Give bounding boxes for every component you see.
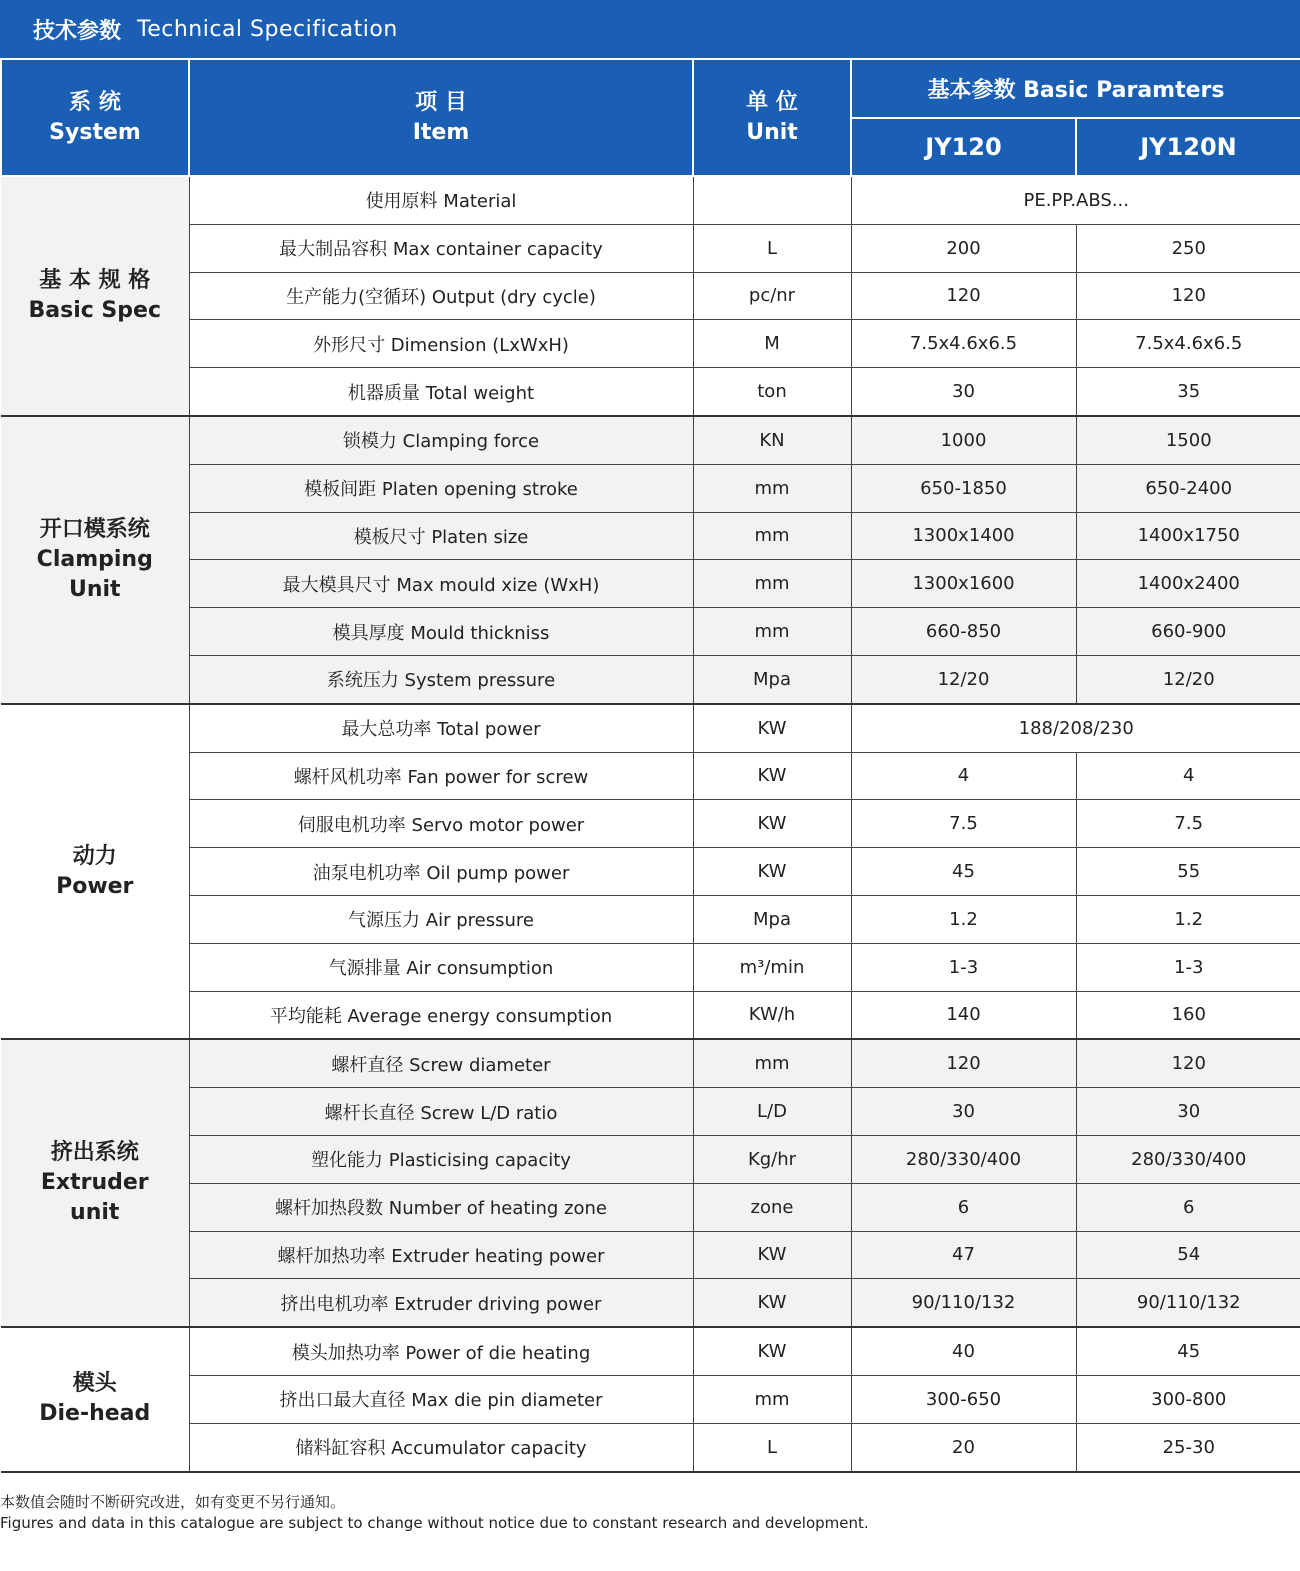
unit-cell: KN	[693, 416, 851, 464]
item-cell: 伺服电机功率 Servo motor power	[189, 800, 693, 848]
unit-cell: Mpa	[693, 655, 851, 703]
group-label: 模头 Die-head	[1, 1327, 189, 1471]
value-cell-jy120n: 4	[1076, 752, 1300, 800]
item-cell: 最大总功率 Total power	[189, 704, 693, 752]
value-cell-jy120n: 300-800	[1076, 1375, 1300, 1423]
spec-body	[1, 176, 1300, 1472]
item-cell: 塑化能力 Plasticising capacity	[189, 1135, 693, 1183]
table-row	[1, 1279, 1300, 1327]
value-cell-jy120: 280/330/400	[851, 1135, 1076, 1183]
unit-cell: pc/nr	[693, 272, 851, 320]
group-label: 基 本 规 格 Basic Spec	[1, 176, 189, 416]
item-cell: 模板尺寸 Platen size	[189, 512, 693, 560]
item-cell: 外形尺寸 Dimension (LxWxH)	[189, 320, 693, 368]
table-row	[1, 991, 1300, 1039]
unit-cell: mm	[693, 512, 851, 560]
unit-cell: KW	[693, 800, 851, 848]
value-cell-jy120n: 35	[1076, 368, 1300, 416]
value-cell-jy120: 1300x1400	[851, 512, 1076, 560]
value-cell-jy120n: 54	[1076, 1231, 1300, 1279]
unit-cell: KW/h	[693, 991, 851, 1039]
item-cell: 挤出口最大直径 Max die pin diameter	[189, 1375, 693, 1423]
value-cell-jy120: 45	[851, 848, 1076, 896]
value-cell-jy120: 90/110/132	[851, 1279, 1076, 1327]
table-row	[1, 464, 1300, 512]
unit-cell: mm	[693, 560, 851, 608]
unit-cell: m³/min	[693, 943, 851, 991]
header-unit: 单 位 Unit	[693, 60, 851, 176]
footer-note-en: Figures and data in this catalogue are subject to change without notice due to constant research and development.	[0, 1514, 869, 1532]
value-cell-jy120: 4	[851, 752, 1076, 800]
item-cell: 油泵电机功率 Oil pump power	[189, 848, 693, 896]
table-row	[1, 1135, 1300, 1183]
value-cell-jy120: 6	[851, 1183, 1076, 1231]
unit-cell: KW	[693, 1279, 851, 1327]
table-row	[1, 895, 1300, 943]
table-row	[1, 1423, 1300, 1471]
item-cell: 模具厚度 Mould thickniss	[189, 608, 693, 656]
value-cell-merged: 188/208/230	[851, 704, 1300, 752]
unit-cell: zone	[693, 1183, 851, 1231]
item-cell: 螺杆直径 Screw diameter	[189, 1039, 693, 1087]
item-cell: 储料缸容积 Accumulator capacity	[189, 1423, 693, 1471]
item-cell: 模板间距 Platen opening stroke	[189, 464, 693, 512]
value-cell-jy120: 140	[851, 991, 1076, 1039]
value-cell-jy120n: 120	[1076, 272, 1300, 320]
item-cell: 最大制品容积 Max container capacity	[189, 224, 693, 272]
item-cell: 螺杆加热段数 Number of heating zone	[189, 1183, 693, 1231]
value-cell-jy120: 12/20	[851, 655, 1076, 703]
unit-cell: Kg/hr	[693, 1135, 851, 1183]
unit-cell: KW	[693, 1327, 851, 1375]
table-row	[1, 176, 1300, 224]
table-row	[1, 704, 1300, 752]
value-cell-jy120: 40	[851, 1327, 1076, 1375]
value-cell-jy120: 660-850	[851, 608, 1076, 656]
title-en: Technical Specification	[137, 16, 398, 42]
item-cell: 气源排量 Air consumption	[189, 943, 693, 991]
title-zh: 技术参数	[33, 18, 122, 44]
spec-table	[0, 60, 1300, 1473]
header-system: 系 统 System	[1, 60, 189, 176]
value-cell-jy120: 7.5	[851, 800, 1076, 848]
unit-cell: mm	[693, 1375, 851, 1423]
group-label: 开口模系统 Clamping Unit	[1, 416, 189, 704]
value-cell-jy120n: 25-30	[1076, 1423, 1300, 1471]
value-cell-jy120n: 6	[1076, 1183, 1300, 1231]
unit-cell: mm	[693, 608, 851, 656]
value-cell-jy120n: 12/20	[1076, 655, 1300, 703]
header-model-jy120: JY120	[851, 118, 1076, 176]
table-row	[1, 1183, 1300, 1231]
table-row	[1, 1327, 1300, 1375]
table-row	[1, 1231, 1300, 1279]
item-cell: 挤出电机功率 Extruder driving power	[189, 1279, 693, 1327]
item-cell: 平均能耗 Average energy consumption	[189, 991, 693, 1039]
group-label: 动力 Power	[1, 704, 189, 1040]
table-row	[1, 655, 1300, 703]
value-cell-merged: PE.PP.ABS...	[851, 176, 1300, 224]
table-row	[1, 800, 1300, 848]
table-row	[1, 272, 1300, 320]
value-cell-jy120n: 250	[1076, 224, 1300, 272]
unit-cell: L	[693, 224, 851, 272]
value-cell-jy120: 20	[851, 1423, 1076, 1471]
value-cell-jy120n: 45	[1076, 1327, 1300, 1375]
title-bar	[0, 0, 1300, 58]
value-cell-jy120: 7.5x4.6x6.5	[851, 320, 1076, 368]
value-cell-jy120: 300-650	[851, 1375, 1076, 1423]
table-row	[1, 752, 1300, 800]
unit-cell: KW	[693, 704, 851, 752]
value-cell-jy120n: 1400x1750	[1076, 512, 1300, 560]
value-cell-jy120n: 1-3	[1076, 943, 1300, 991]
value-cell-jy120n: 30	[1076, 1088, 1300, 1136]
table-row	[1, 560, 1300, 608]
table-row	[1, 416, 1300, 464]
item-cell: 模头加热功率 Power of die heating	[189, 1327, 693, 1375]
value-cell-jy120n: 90/110/132	[1076, 1279, 1300, 1327]
table-row	[1, 320, 1300, 368]
item-cell: 螺杆长直径 Screw L/D ratio	[189, 1088, 693, 1136]
unit-cell: Mpa	[693, 895, 851, 943]
header-model-jy120n: JY120N	[1076, 118, 1300, 176]
unit-cell: M	[693, 320, 851, 368]
table-row	[1, 368, 1300, 416]
table-row	[1, 943, 1300, 991]
table-row	[1, 512, 1300, 560]
item-cell: 螺杆加热功率 Extruder heating power	[189, 1231, 693, 1279]
footer-note-zh: 本数值会随时不断研究改进，如有变更不另行通知。	[0, 1493, 346, 1511]
table-row	[1, 608, 1300, 656]
value-cell-jy120: 1300x1600	[851, 560, 1076, 608]
value-cell-jy120: 120	[851, 272, 1076, 320]
unit-cell: mm	[693, 464, 851, 512]
value-cell-jy120n: 55	[1076, 848, 1300, 896]
value-cell-jy120n: 1400x2400	[1076, 560, 1300, 608]
item-cell: 锁模力 Clamping force	[189, 416, 693, 464]
item-cell: 气源压力 Air pressure	[189, 895, 693, 943]
value-cell-jy120n: 1.2	[1076, 895, 1300, 943]
value-cell-jy120: 30	[851, 368, 1076, 416]
unit-cell: L/D	[693, 1088, 851, 1136]
value-cell-jy120: 30	[851, 1088, 1076, 1136]
unit-cell: KW	[693, 1231, 851, 1279]
unit-cell: KW	[693, 848, 851, 896]
table-row	[1, 1375, 1300, 1423]
value-cell-jy120: 1000	[851, 416, 1076, 464]
unit-cell	[693, 176, 851, 224]
value-cell-jy120n: 7.5x4.6x6.5	[1076, 320, 1300, 368]
table-row	[1, 224, 1300, 272]
unit-cell: ton	[693, 368, 851, 416]
value-cell-jy120n: 660-900	[1076, 608, 1300, 656]
value-cell-jy120: 120	[851, 1039, 1076, 1087]
item-cell: 系统压力 System pressure	[189, 655, 693, 703]
value-cell-jy120: 200	[851, 224, 1076, 272]
value-cell-jy120n: 7.5	[1076, 800, 1300, 848]
value-cell-jy120: 650-1850	[851, 464, 1076, 512]
unit-cell: KW	[693, 752, 851, 800]
footer-note	[0, 1492, 1300, 1534]
value-cell-jy120n: 1500	[1076, 416, 1300, 464]
value-cell-jy120: 1-3	[851, 943, 1076, 991]
header-basic-params: 基本参数 Basic Paramters	[851, 60, 1300, 118]
item-cell: 最大模具尺寸 Max mould xize (WxH)	[189, 560, 693, 608]
value-cell-jy120n: 120	[1076, 1039, 1300, 1087]
item-cell: 使用原料 Material	[189, 176, 693, 224]
unit-cell: L	[693, 1423, 851, 1471]
value-cell-jy120: 1.2	[851, 895, 1076, 943]
table-row	[1, 1039, 1300, 1087]
header-item: 项 目 Item	[189, 60, 693, 176]
group-label: 挤出系统 Extruder unit	[1, 1039, 189, 1327]
value-cell-jy120: 47	[851, 1231, 1076, 1279]
unit-cell: mm	[693, 1039, 851, 1087]
table-row	[1, 1088, 1300, 1136]
item-cell: 螺杆风机功率 Fan power for screw	[189, 752, 693, 800]
item-cell: 机器质量 Total weight	[189, 368, 693, 416]
table-row	[1, 848, 1300, 896]
value-cell-jy120n: 160	[1076, 991, 1300, 1039]
value-cell-jy120n: 280/330/400	[1076, 1135, 1300, 1183]
item-cell: 生产能力(空循环) Output (dry cycle)	[189, 272, 693, 320]
value-cell-jy120n: 650-2400	[1076, 464, 1300, 512]
